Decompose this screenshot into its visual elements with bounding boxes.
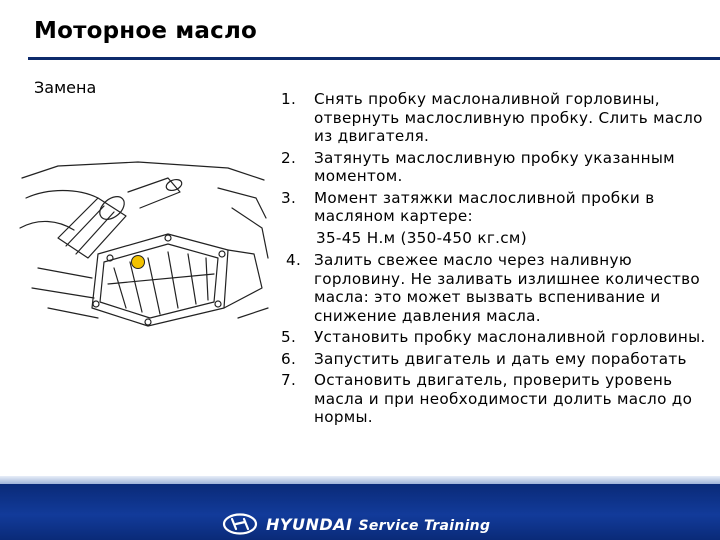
step-item: 6. Запустить двигатель и дать ему поработать [281,349,687,368]
hyundai-logo-icon [222,513,258,535]
footer-highlight [0,476,720,484]
slide-subtitle: Замена [34,78,97,97]
title-divider [28,57,720,60]
brand-wordmark: HYUNDAI Service Training [266,514,491,534]
step-item: 2. Затянуть маслосливную пробку указанным моментом. [281,148,675,185]
drain-plug-marker [132,256,145,269]
step-item: 4. Залить свежее масло через наливную горловину. Не заливать излишнее количество масла: это может вызвать вспенивание и снижение давления масла. [286,251,701,325]
step-item: 5. Установить пробку маслоналивной горловины. [281,328,706,346]
step-item: 1. Снять пробку маслоналивной горловины, отвернуть маслосливную пробку. Слить масло из двигателя. [281,90,703,145]
brand-logo [222,512,490,536]
slide-title: Моторное масло [34,18,257,44]
instruction-list [281,90,711,430]
step-item: 7. Остановить двигатель, проверить уровень масла и при необходимости долить масло до нормы. [281,371,693,426]
oil-pan-illustration [18,158,270,330]
step-item: 3. Момент затяжки маслосливной пробки в масляном картере: [281,188,655,225]
torque-value: 35-45 Н.м (350-450 кг.см) [316,228,527,247]
